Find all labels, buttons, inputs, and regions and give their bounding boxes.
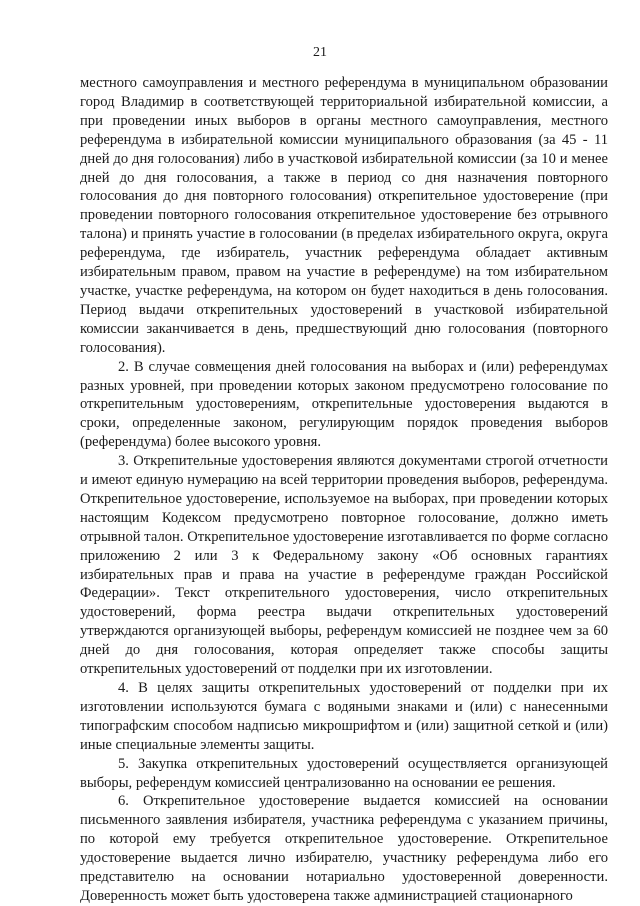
page-number: 21: [313, 45, 327, 60]
paragraph-item-6: 6. Открепительное удостоверение выдается комиссией на основании письменного заявления избирателя, участника референдума с указанием причины, по которой ему требуется открепительное удостоверение. Открепительное удостоверение выдается лично избирателю, участнику референдума либо его представителю на основании нотариально удостоверенной доверенности. Доверенность может быть удостоверена также администрацией стационарного: [80, 793, 608, 904]
paragraph-item-2: 2. В случае совмещения дней голосования на выборах и (или) референдумах разных уровней, при проведении которых законом предусмотрено голосование по открепительным удостоверениям, открепительные удостоверения выдаются в сроки, определенные законом, регулирующим порядок проведения выборов (референдума) более высокого уровня.: [80, 358, 608, 451]
document-body: [80, 74, 608, 906]
paragraph-item-5: 5. Закупка открепительных удостоверений осуществляется организующей выборы, референдум комиссией централизованно на основании ее решения.: [80, 755, 608, 791]
paragraph-item-3: 3. Открепительные удостоверения являются документами строгой отчетности и имеют единую нумерацию на всей территории проведения выборов, референдума. Открепительное удостоверение, используемое на выборах, при проведении которых настоящим Кодексом предусмотрено повторное голосование, должно иметь отрывной талон. Открепительное удостоверение изготавливается по форме согласно приложению 2 или 3 к Федеральному закону «Об основных гарантиях избирательных прав и права на участие в референдуме граждан Российской Федерации». Текст открепительного удостоверения, число открепительных удостоверений, форма реестра выдачи открепительных удостоверений утверждаются организующей выборы, референдум комиссией не позднее чем за 60 дней до дня голосования, которая определяет также способы защиты открепительных удостоверений от подделки при их изготовлении.: [80, 453, 608, 678]
paragraph-item-4: 4. В целях защиты открепительных удостоверений от подделки при их изготовлении используются бумага с водяными знаками и (или) с нанесенными типографским способом надписью микрошрифтом и (или) защитной сеткой и (или) иные специальные элементы защиты.: [80, 680, 608, 753]
paragraph-continuation: местного самоуправления и местного референдума в муниципальном образовании город Владимир в соответствующей территориальной избирательной комиссии, а при проведении иных выборов в органы местного самоуправления, местного референдума в избирательной комиссии муниципального образования (за 45 - 11 дней до дня голосования) либо в участковой избирательной комиссии (за 10 и менее дней до дня голосования, а также в период со дня назначения повторного голосования до дня повторного голосования) открепительное удостоверение (при проведении повторного голосования открепительное удостоверение без отрывного талона) и принять участие в голосовании (в пределах избирательного округа, округа референдума, где избиратель, участник референдума обладает активным избирательным правом, правом на участие в референдуме) на том избирательном участке, участке референдума, на котором он будет находиться в день голосования. Период выдачи открепительных удостоверений в участковой избирательной комиссии заканчивается в день, предшествующий дню голосования (повторного голосования).: [80, 75, 608, 356]
